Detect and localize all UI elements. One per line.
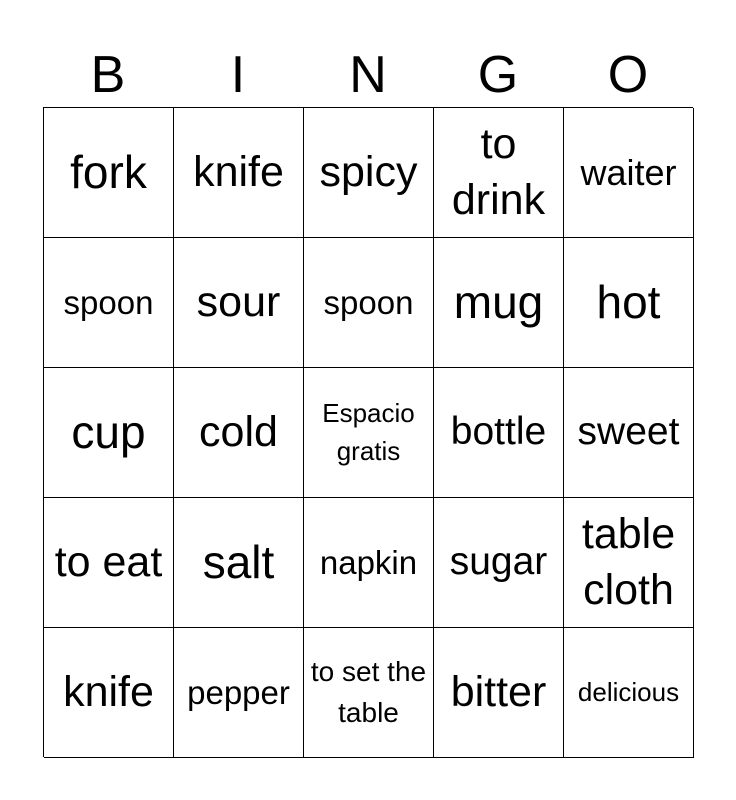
cell-text: spoon xyxy=(323,283,414,321)
cell-text: sour xyxy=(196,277,281,326)
bingo-cell[interactable] xyxy=(304,498,434,628)
cell-text: hot xyxy=(596,276,661,329)
cell-text: cup xyxy=(71,406,146,459)
bingo-cell[interactable] xyxy=(434,368,564,498)
cell-text: salt xyxy=(202,536,275,589)
free-space-text: Espacio gratis xyxy=(322,397,415,466)
cell-text: mug xyxy=(453,276,544,329)
cell-text: bitter xyxy=(450,667,547,716)
header-letter-g: G xyxy=(477,46,519,104)
bingo-cell[interactable] xyxy=(434,238,564,368)
cell-text: to set the table xyxy=(310,655,427,728)
header-letter-o: O xyxy=(607,46,649,104)
cell-text: cold xyxy=(199,407,278,456)
bingo-cell[interactable] xyxy=(564,628,694,758)
bingo-cell[interactable] xyxy=(304,238,434,368)
bingo-cell[interactable] xyxy=(44,108,174,238)
bingo-cell[interactable] xyxy=(44,238,174,368)
cell-text: sugar xyxy=(449,540,548,584)
bingo-cell[interactable] xyxy=(304,108,434,238)
bingo-cell[interactable] xyxy=(434,628,564,758)
bingo-header xyxy=(43,44,693,106)
cell-text: fork xyxy=(70,146,147,199)
cell-text: pepper xyxy=(187,673,290,711)
bingo-cell[interactable] xyxy=(564,498,694,628)
bingo-cell[interactable] xyxy=(174,628,304,758)
header-letter-i: I xyxy=(230,46,246,104)
bingo-cell[interactable] xyxy=(564,108,694,238)
bingo-cell[interactable] xyxy=(434,108,564,238)
bingo-board xyxy=(43,107,693,757)
cell-text: table cloth xyxy=(581,509,676,614)
bingo-cell[interactable] xyxy=(304,628,434,758)
bingo-cell[interactable] xyxy=(564,368,694,498)
bingo-cell[interactable] xyxy=(174,368,304,498)
cell-text: napkin xyxy=(319,543,418,581)
cell-text: bottle xyxy=(450,410,547,454)
cell-text: to drink xyxy=(451,119,546,224)
cell-text: to eat xyxy=(54,537,163,586)
bingo-cell[interactable] xyxy=(44,498,174,628)
bingo-cell[interactable] xyxy=(174,238,304,368)
bingo-cell[interactable] xyxy=(174,498,304,628)
header-letter-n: N xyxy=(349,46,387,104)
bingo-cell[interactable] xyxy=(44,368,174,498)
cell-text: spoon xyxy=(63,283,154,321)
free-space-cell[interactable] xyxy=(304,368,434,498)
cell-text: sweet xyxy=(577,410,680,454)
bingo-cell[interactable] xyxy=(564,238,694,368)
bingo-cell[interactable] xyxy=(434,498,564,628)
cell-text: delicious xyxy=(577,676,680,707)
cell-text: waiter xyxy=(580,151,677,193)
header-letter-b: B xyxy=(90,46,126,104)
cell-text: knife xyxy=(63,667,154,716)
bingo-cell[interactable] xyxy=(44,628,174,758)
bingo-cell[interactable] xyxy=(174,108,304,238)
cell-text: knife xyxy=(193,147,284,196)
cell-text: spicy xyxy=(319,147,418,196)
